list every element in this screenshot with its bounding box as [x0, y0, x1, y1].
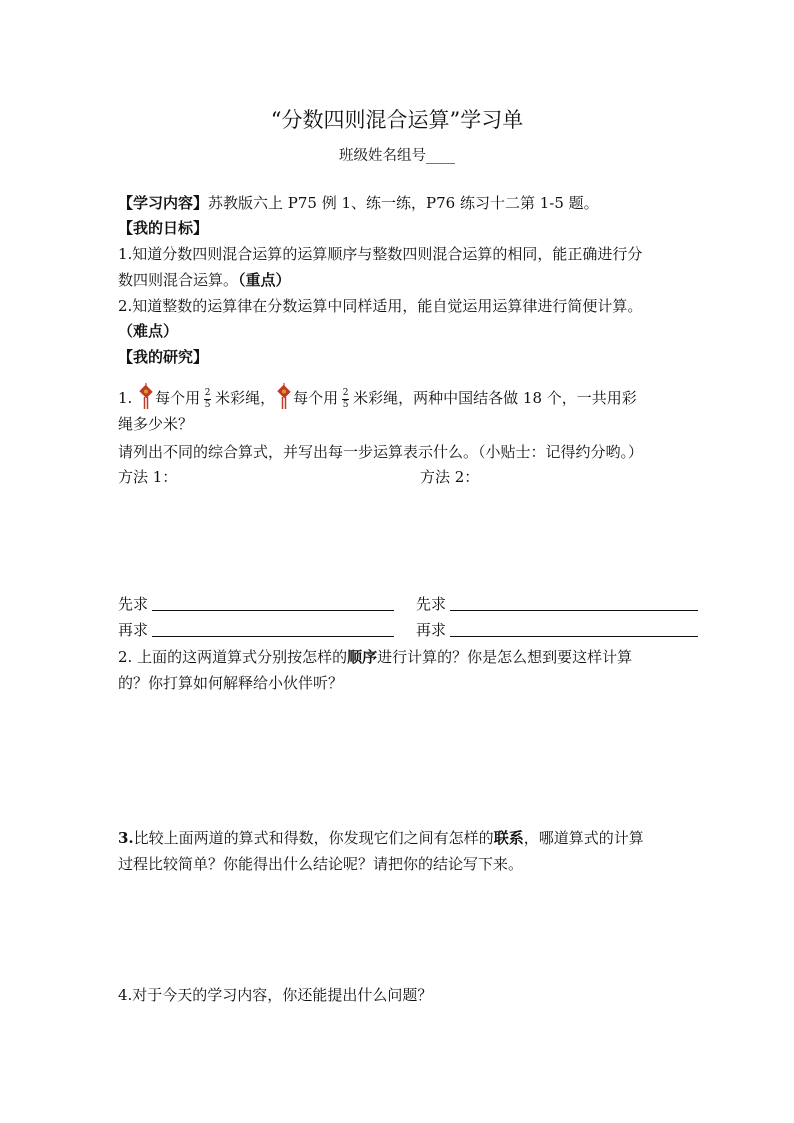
- student-info-line: 班级姓名组号____: [339, 148, 455, 164]
- fraction-two-fifths: [342, 389, 349, 410]
- answer-line[interactable]: [450, 610, 698, 611]
- question-2-keyword: 顺序: [347, 648, 378, 666]
- question-2-text-a: 2. 上面的这两道算式分别按怎样的: [118, 648, 348, 666]
- fraction-numerator: 2: [342, 387, 349, 398]
- goal-2-line-1: 2.知道整数的运算律在分数运算中同样适用，能自觉运用运算律进行简便计算。: [118, 297, 643, 315]
- question-3-line-1: [118, 828, 644, 848]
- page-title: “分数四则混合运算”学习单: [270, 108, 524, 132]
- goal-1-line-1: 1.知道分数四则混合运算的运算顺序与整数四则混合运算的相同，能正确进行分: [118, 245, 643, 263]
- goal-1-line-2: [118, 270, 291, 290]
- question-1-part-a: 每个用: [155, 389, 201, 407]
- question-2-line-1: [118, 647, 632, 667]
- question-3-text-b: ，哪道算式的计算: [523, 829, 644, 847]
- then-step-label-2: 再求: [416, 621, 447, 639]
- question-3-line-2: 过程比较简单？你能得出什么结论呢？请把你的结论写下来。: [118, 855, 524, 873]
- first-step-label-2: 先求: [416, 595, 447, 613]
- question-1-part-c: 每个用: [293, 389, 339, 407]
- fraction-denominator: 5: [342, 399, 349, 410]
- goal-1-tag: （重点）: [238, 271, 291, 289]
- answer-line[interactable]: [152, 636, 394, 637]
- question-3-number: 3.: [118, 829, 134, 847]
- question-1-part-d: 米彩绳，两种中国结各做 18 个，一共用彩: [353, 389, 637, 407]
- content-row: [118, 193, 599, 213]
- question-1-line-2: 绳多少米？: [118, 415, 194, 433]
- fraction-numerator: 2: [204, 387, 211, 398]
- question-1-line-1: [118, 383, 637, 417]
- question-1-instruction: 请列出不同的综合算式，并写出每一步运算表示什么。（小贴士：记得约分哟。）: [118, 443, 644, 461]
- goals-heading: 【我的日标】: [118, 219, 209, 237]
- question-2-text-b: 进行计算的？你是怎么想到要这样计算: [377, 648, 633, 666]
- question-4: 4.对于今天的学习内容，你还能提出什么问题？: [118, 986, 433, 1004]
- answer-line[interactable]: [450, 636, 698, 637]
- question-3-keyword: 联系: [493, 829, 524, 847]
- method-1-label: 方法 1：: [118, 468, 178, 486]
- goal-1-text: 数四则混合运算。: [118, 271, 239, 289]
- question-1-part-b: 米彩绳，: [215, 389, 276, 407]
- question-1-number: 1.: [118, 389, 133, 407]
- fraction-denominator: 5: [204, 399, 211, 410]
- chinese-knot-icon: [139, 383, 153, 417]
- question-2-line-2: 的？你打算如何解释给小伙伴听？: [118, 674, 344, 692]
- chinese-knot-icon: [277, 383, 291, 417]
- research-heading: 【我的研究】: [118, 348, 209, 366]
- content-text: 苏教版六上 P75 例 1、练一练，P76 练习十二第 1-5 题。: [208, 194, 599, 212]
- question-3-text-a: 比较上面两道的算式和得数，你发现它们之间有怎样的: [133, 829, 494, 847]
- content-label: 【学习内容】: [118, 194, 209, 212]
- first-step-label-1: 先求: [118, 595, 149, 613]
- answer-line[interactable]: [152, 610, 394, 611]
- goal-2-tag: （难点）: [118, 322, 179, 340]
- method-2-label: 方法 2：: [420, 468, 480, 486]
- then-step-label-1: 再求: [118, 621, 149, 639]
- fraction-two-fifths: [204, 389, 211, 410]
